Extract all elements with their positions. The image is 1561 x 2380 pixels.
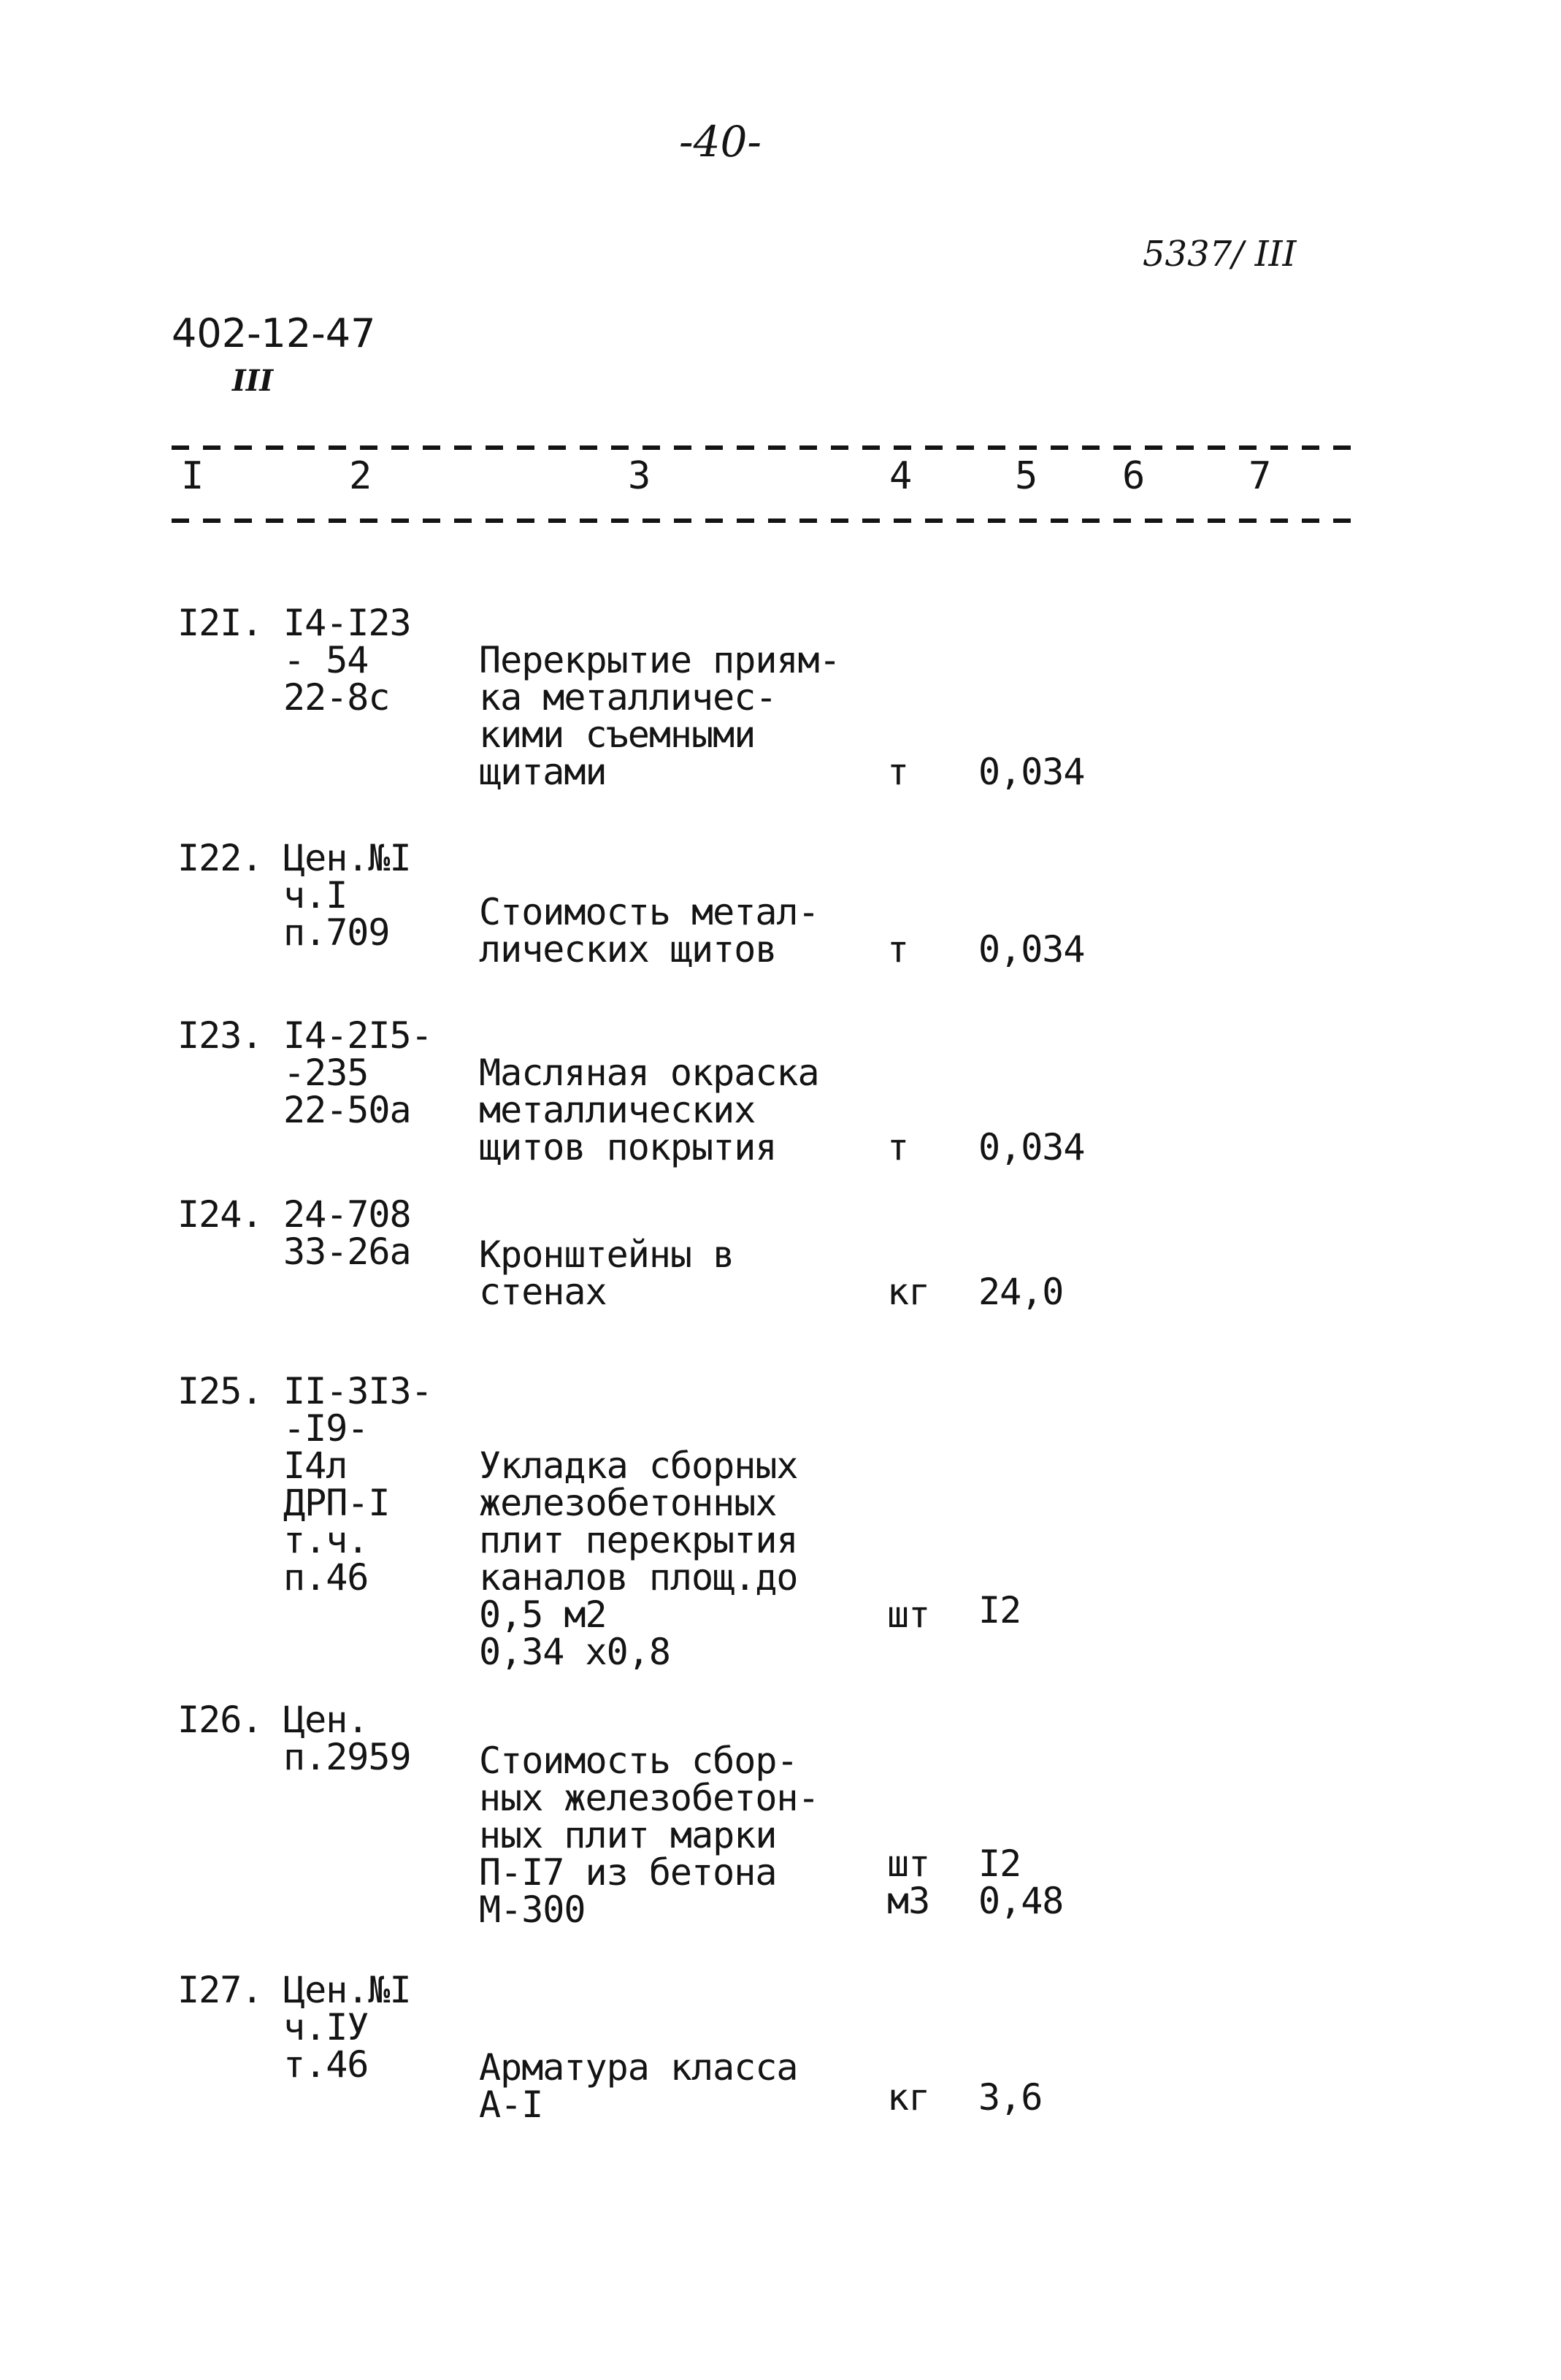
page-number: -40-: [679, 117, 762, 167]
row-description: Кронштейны в стенах: [479, 1233, 735, 1313]
row-description: Стоимость метал- лических щитов: [479, 891, 819, 971]
row-quantity: 24,0: [978, 1271, 1064, 1313]
row-number: I22.: [177, 837, 263, 879]
document-code: 402-12-47: [172, 310, 376, 356]
row-number: I25.: [177, 1370, 263, 1412]
row-unit: т: [887, 1126, 909, 1168]
column-header: 7: [1249, 454, 1272, 498]
row-unit: кг: [887, 1271, 930, 1313]
row-description: Арматура класса А-I: [479, 2046, 798, 2126]
row-code: I4-2I5- -235 22-50а: [283, 1014, 432, 1131]
row-code: I4-I23 - 54 22-8с: [283, 602, 411, 719]
row-quantity: 0,034: [978, 928, 1085, 971]
column-header: 2: [349, 454, 372, 498]
row-code: II-3I3- -I9- I4л ДРП-I т.ч. п.46: [283, 1370, 432, 1599]
row-description: Стоимость сбор- ных железобетон- ных плит марки П-I7 из бетона М-300: [479, 1740, 819, 1931]
header-rule-bottom: [172, 519, 1358, 523]
column-header: 6: [1122, 454, 1146, 498]
row-description: Масляная окраска металлических щитов покрытия: [479, 1052, 819, 1168]
row-unit: т: [887, 751, 909, 793]
row-code: Цен.№I ч.I п.709: [283, 837, 411, 954]
row-number: I23.: [177, 1014, 263, 1057]
row-unit: кг: [887, 2076, 930, 2119]
row-number: I24.: [177, 1193, 263, 1236]
column-header: 4: [889, 454, 913, 498]
row-description: Укладка сборных железобетонных плит перекрытия каналов площ.до 0,5 м2 0,34 х0,8: [479, 1445, 798, 1673]
column-header: I: [181, 454, 204, 498]
row-quantity: I2: [978, 1589, 1021, 1631]
row-unit: шт: [887, 1593, 930, 1636]
row-number: I2I.: [177, 602, 263, 644]
row-quantity: 3,6: [978, 2076, 1043, 2119]
row-quantity: 0,034: [978, 751, 1085, 793]
row-code: 24-708 33-26а: [283, 1193, 411, 1273]
row-number: I26.: [177, 1699, 263, 1741]
row-quantity: 0,034: [978, 1126, 1085, 1168]
column-header: 5: [1015, 454, 1038, 498]
row-quantity: I2 0,48: [978, 1843, 1064, 1922]
column-header: 3: [628, 454, 651, 498]
row-number: I27.: [177, 1969, 263, 2011]
document-volume: III: [232, 364, 274, 398]
row-code: Цен. п.2959: [283, 1699, 411, 1778]
row-description: Перекрытие приям- ка металличес- кими съемными щитами: [479, 639, 840, 793]
header-rule-top: [172, 445, 1358, 450]
archive-mark: 5337/ III: [1143, 234, 1297, 275]
row-unit: т: [887, 928, 909, 971]
row-unit: шт м3: [887, 1843, 930, 1922]
row-code: Цен.№I ч.IУ т.46: [283, 1969, 411, 2086]
